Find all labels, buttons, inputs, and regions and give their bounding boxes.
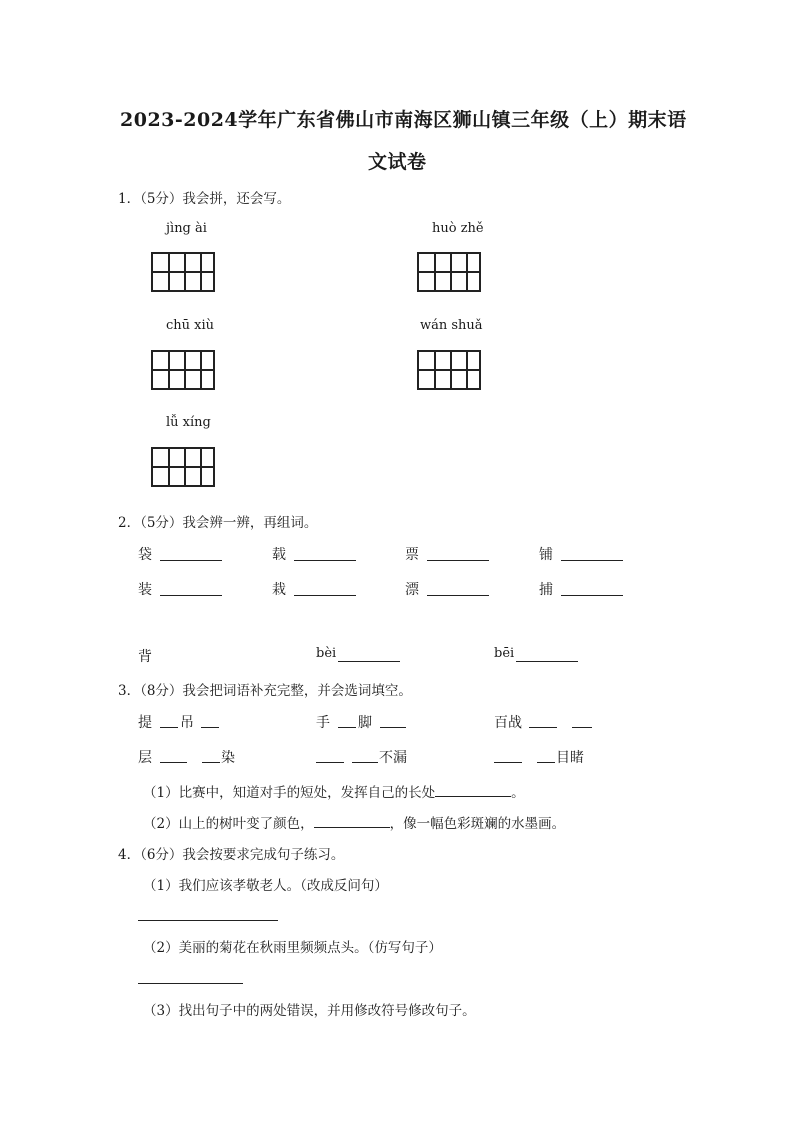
- answer-blank[interactable]: [572, 727, 592, 728]
- answer-blank[interactable]: [338, 661, 400, 662]
- answer-blank[interactable]: [427, 595, 489, 596]
- char-label: 栽: [272, 582, 286, 598]
- sentence-end: 。: [511, 785, 525, 801]
- pinyin-label: bēi: [494, 646, 515, 661]
- answer-blank[interactable]: [294, 560, 356, 561]
- word-part: 染: [221, 750, 235, 766]
- q3-sentence-1: [143, 781, 525, 801]
- answer-blank[interactable]: [160, 762, 187, 763]
- char-label: 装: [138, 582, 152, 598]
- answer-blank[interactable]: [160, 727, 178, 728]
- pinyin-label: lǚ xíng: [166, 415, 211, 430]
- pinyin-label: chū xiù: [166, 318, 215, 333]
- writing-grid[interactable]: [151, 350, 215, 390]
- word-part: 百战: [494, 715, 522, 731]
- answer-blank[interactable]: [516, 661, 578, 662]
- writing-grid[interactable]: [151, 252, 215, 292]
- q4-header: 4．（6分）我会按要求完成句子练习。: [118, 847, 345, 863]
- answer-blank[interactable]: [561, 560, 623, 561]
- answer-blank[interactable]: [537, 762, 555, 763]
- word-part: 层: [138, 750, 152, 766]
- char-label: 漂: [405, 582, 419, 598]
- answer-line[interactable]: [138, 920, 278, 921]
- answer-blank[interactable]: [201, 727, 219, 728]
- answer-blank[interactable]: [352, 762, 378, 763]
- answer-blank[interactable]: [380, 727, 406, 728]
- page-title-line2: 文试卷: [368, 151, 427, 173]
- sentence-end: ，像一幅色彩斑斓的水墨画。: [389, 816, 566, 832]
- answer-blank[interactable]: [435, 782, 511, 797]
- char-label: 载: [272, 547, 286, 563]
- char-label: 票: [405, 547, 419, 563]
- answer-blank[interactable]: [494, 762, 522, 763]
- answer-blank[interactable]: [202, 762, 220, 763]
- char-label: 捕: [539, 582, 553, 598]
- answer-blank[interactable]: [316, 762, 344, 763]
- answer-blank[interactable]: [294, 595, 356, 596]
- word-part: 不漏: [379, 750, 407, 766]
- q2-header: 2．（5分）我会辨一辨，再组词。: [118, 515, 318, 531]
- q3-header: 3．（8分）我会把词语补充完整，并会选词填空。: [118, 683, 412, 699]
- q3-sentence-2: [143, 812, 565, 832]
- pinyin-label: bèi: [316, 646, 337, 661]
- page-title-line1: 2023-2024学年广东省佛山市南海区狮山镇三年级（上）期末语: [120, 109, 687, 131]
- word-part: 脚: [358, 715, 372, 731]
- answer-blank[interactable]: [338, 727, 356, 728]
- sentence-text: （2）山上的树叶变了颜色，: [143, 816, 314, 832]
- q1-header: 1．（5分）我会拼，还会写。: [118, 191, 291, 207]
- q4-task-3: （3）找出句子中的两处错误，并用修改符号修改句子。: [143, 1003, 476, 1019]
- word-part: 目睹: [556, 750, 584, 766]
- pinyin-label: jìng ài: [166, 221, 207, 236]
- answer-blank[interactable]: [529, 727, 557, 728]
- answer-blank[interactable]: [561, 595, 623, 596]
- answer-line[interactable]: [138, 983, 243, 984]
- answer-blank[interactable]: [427, 560, 489, 561]
- word-part: 吊: [180, 715, 194, 731]
- pinyin-label: huò zhě: [432, 221, 484, 236]
- writing-grid[interactable]: [151, 447, 215, 487]
- char-label: 背: [138, 649, 152, 665]
- q4-task-1: （1）我们应该孝敬老人。（改成反问句）: [143, 878, 388, 894]
- char-label: 袋: [138, 547, 152, 563]
- writing-grid[interactable]: [417, 252, 481, 292]
- pinyin-label: wán shuǎ: [420, 318, 483, 333]
- word-part: 手: [316, 715, 330, 731]
- answer-blank[interactable]: [160, 560, 222, 561]
- sentence-text: （1）比赛中，知道对手的短处，发挥自己的长处: [143, 785, 436, 801]
- answer-blank[interactable]: [314, 813, 390, 828]
- writing-grid[interactable]: [417, 350, 481, 390]
- answer-blank[interactable]: [160, 595, 222, 596]
- word-part: 提: [138, 715, 152, 731]
- char-label: 铺: [539, 547, 553, 563]
- q4-task-2: （2）美丽的菊花在秋雨里频频点头。（仿写句子）: [143, 940, 442, 956]
